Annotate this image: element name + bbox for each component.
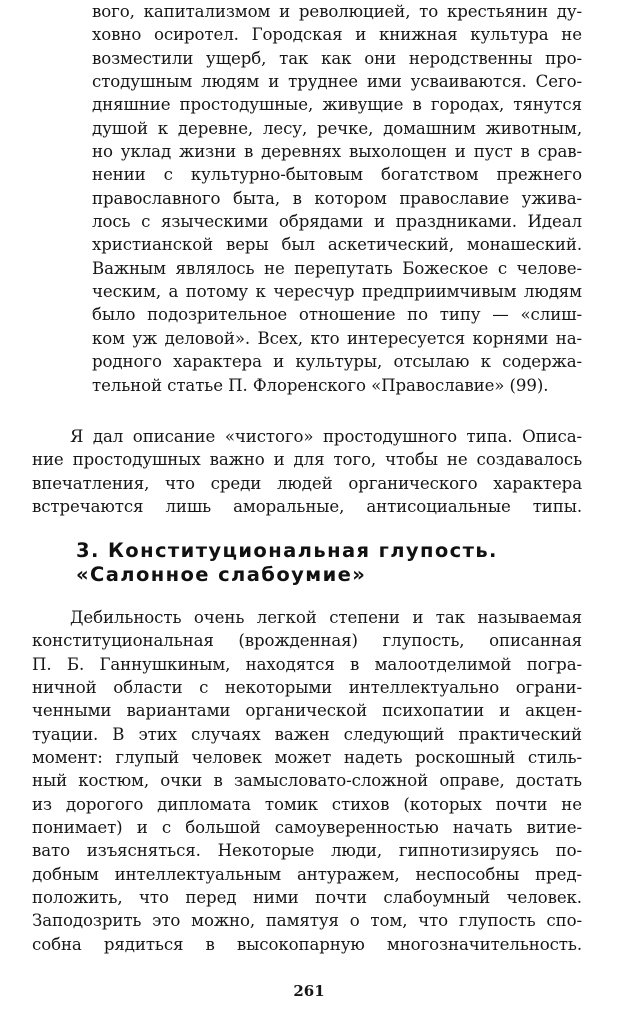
text-line: Дебильность очень легкой степени и так называемая: [70, 608, 582, 627]
text-line: понимает) и с большой самоуверенностью начать витие-: [32, 818, 582, 838]
text-line: православного быта, в котором православие ужива-: [92, 188, 582, 208]
text-line: ный костюм, очки в замысловато-сложной оправе, достать: [32, 771, 582, 791]
section-heading: [76, 539, 596, 587]
text-line: ченными вариантами органической психопатии и акцен-: [32, 701, 582, 721]
text-line: душой к деревне, лесу, речке, домашним животным,: [92, 118, 582, 138]
text-line: возместили ущерб, так как они неродственны про-: [92, 48, 582, 68]
text-line: ничной области с некоторыми интеллектуально ограни-: [32, 678, 582, 698]
paragraph: [32, 606, 582, 956]
text-line: было подозрительное отношение по типу — «слиш-: [92, 305, 582, 325]
text-line: впечатления, что среди людей органического характера: [32, 473, 582, 493]
text-line: стодушным людям и труднее ими усваиваются. Сего-: [92, 72, 582, 92]
text-line: встречаются лишь аморальные, антисоциальные типы.: [32, 497, 582, 517]
text-line: Важным являлось не перепутать Божеское с челове-: [92, 258, 582, 278]
text-line: вого, капитализмом и революцией, то крестьянин ду-: [92, 2, 582, 21]
text-line: П. Б. Ганнушкиным, находятся в малоотделимой погра-: [32, 654, 582, 674]
paragraph: [32, 425, 582, 518]
text-line: ховно осиротел. Городская и книжная культура не: [92, 25, 582, 45]
text-line: нении с культурно-бытовым богатством прежнего: [92, 165, 582, 185]
text-line: тельной статье П. Флоренского «Православие» (99).: [92, 375, 549, 395]
text-line: добным интеллектуальным антуражем, неспособны пред-: [32, 864, 582, 884]
text-line: из дорогого дипломата томик стихов (которых почти не: [32, 794, 582, 814]
text-line: туации. В этих случаях важен следующий практический: [32, 724, 582, 744]
text-line: ческим, а потому к чересчур предприимчивым людям: [92, 282, 582, 302]
text-line: момент: глупый человек может надеть роскошный стиль-: [32, 748, 582, 768]
text-line: положить, что перед ними почти слабоумный человек.: [32, 888, 582, 908]
text-line: конституциональная (врожденная) глупость, описанная: [32, 631, 582, 651]
section-heading-line: 3. Конституциональная глупость.: [76, 539, 498, 562]
text-line: лось с языческими обрядами и праздниками. Идеал: [92, 212, 582, 232]
page-number: 261: [293, 982, 325, 1000]
text-line: собна рядиться в высокопарную многозначительность.: [32, 934, 582, 954]
paragraph-indented-quote: [92, 0, 582, 397]
text-line: родного характера и культуры, отсылаю к содержа-: [92, 352, 582, 372]
text-line: но уклад жизни в деревнях выхолощен и пуст в срав-: [92, 142, 582, 162]
text-line: Я дал описание «чистого» простодушного типа. Описа-: [70, 427, 582, 446]
text-line: вато изъясняться. Некоторые люди, гипнотизируясь по-: [32, 841, 582, 861]
text-line: ние простодушных важно и для того, чтобы не создавалось: [32, 450, 582, 470]
text-line: христианской веры был аскетический, монашеский.: [92, 235, 582, 255]
text-line: Заподозрить это можно, памятуя о том, что глупость спо-: [32, 911, 582, 931]
text-line: ком уж деловой». Всех, кто интересуется корнями на-: [92, 328, 582, 348]
text-line: дняшние простодушные, живущие в городах, тянутся: [92, 95, 582, 115]
section-heading-line: «Салонное слабоумие»: [76, 563, 367, 586]
